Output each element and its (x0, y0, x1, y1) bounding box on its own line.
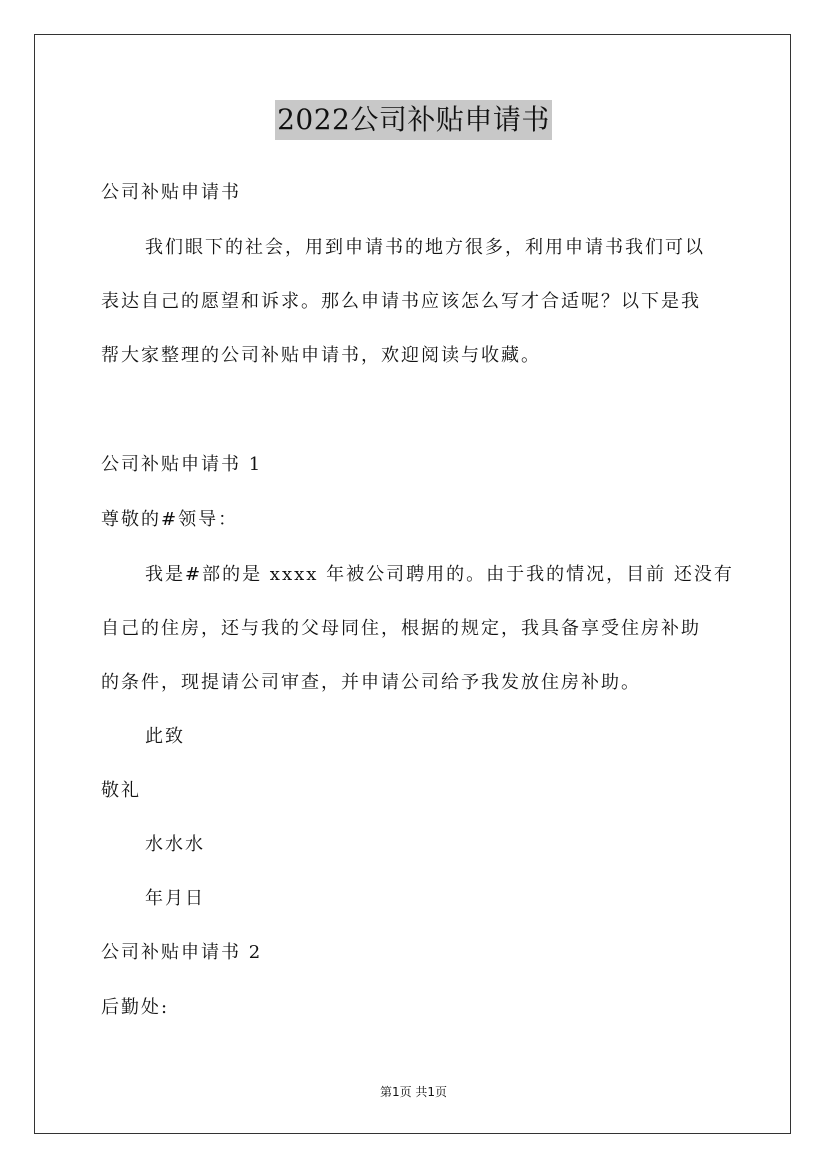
intro-line-2: 表达自己的愿望和诉求。那么申请书应该怎么写才合适呢？以下是我 (101, 291, 701, 312)
section1-salutation: 尊敬的#领导： (101, 509, 239, 530)
signature: 水水水 (145, 834, 205, 855)
section1-heading: 公司补贴申请书 1 (101, 454, 263, 475)
closing-jingli: 敬礼 (101, 780, 141, 801)
intro-line-1: 我们眼下的社会，用到申请书的地方很多，利用申请书我们可以 (145, 237, 705, 258)
subtitle: 公司补贴申请书 (101, 182, 241, 203)
section1-body-line-2: 自己的住房，还与我的父母同住，根据的规定，我具备享受住房补助 (101, 618, 701, 639)
section2-heading: 公司补贴申请书 2 (101, 942, 263, 963)
section2-salutation: 后勤处: (101, 997, 170, 1018)
intro-line-3: 帮大家整理的公司补贴申请书，欢迎阅读与收藏。 (101, 345, 541, 366)
title-container (0, 100, 827, 140)
date-line: 年月日 (145, 888, 205, 909)
closing-zhizhi: 此致 (145, 726, 185, 747)
document-title: 2022公司补贴申请书 (275, 100, 552, 140)
page-footer: 第1页 共1页 (379, 1085, 448, 1099)
section1-body-line-1: 我是#部的是 xxxx 年被公司聘用的。由于我的情况，目前 还没有 (145, 564, 734, 585)
section1-body-line-3: 的条件，现提请公司审查，并申请公司给予我发放住房补助。 (101, 672, 641, 693)
